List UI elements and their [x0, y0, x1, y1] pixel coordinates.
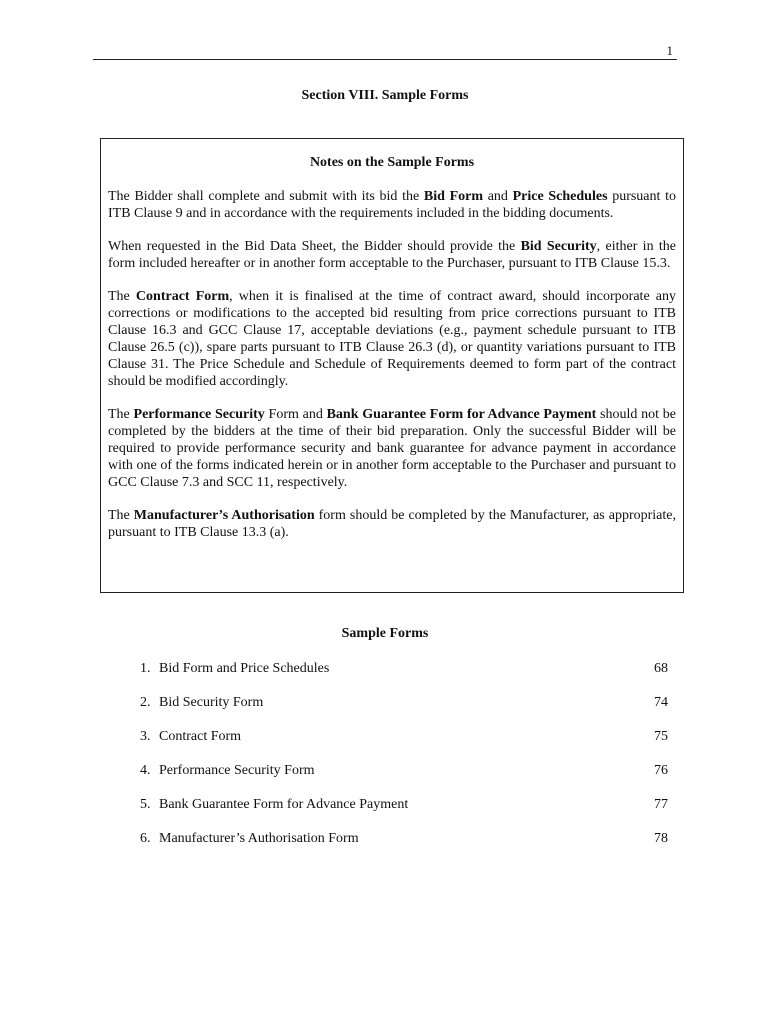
sample-form-item — [140, 796, 668, 830]
sample-form-number: 3. — [140, 729, 151, 744]
notes-paragraph — [108, 188, 676, 222]
notes-text: and — [483, 189, 513, 204]
sample-form-label: Manufacturer’s Authorisation Form — [159, 831, 359, 846]
sample-form-label: Bid Security Form — [159, 695, 264, 710]
sample-form-label: Bank Guarantee Form for Advance Payment — [159, 797, 409, 812]
header-rule — [93, 59, 677, 60]
sample-form-item — [140, 660, 668, 694]
notes-bold-term: Bid Security — [520, 239, 597, 254]
notes-text: The — [108, 508, 134, 523]
sample-form-number: 2. — [140, 695, 151, 710]
sample-form-label: Performance Security Form — [159, 763, 315, 778]
notes-bold-term: Manufacturer’s Authorisation — [133, 508, 315, 523]
sample-form-item — [140, 728, 668, 762]
notes-bold-term: Contract Form — [135, 289, 230, 304]
sample-form-page: 74 — [654, 695, 668, 710]
sample-form-number: 4. — [140, 763, 151, 778]
sample-form-page: 78 — [654, 831, 668, 846]
notes-paragraph — [108, 406, 676, 491]
sample-form-entry — [140, 830, 359, 864]
notes-text: The — [108, 407, 134, 422]
sample-form-page: 77 — [654, 797, 668, 812]
notes-text: , when it is finalised at the time of contract award, should incorporate any corrections or modifications to the accepted bid resulting from price corrections pursuant to ITB Clause 16.3 and GCC Clause 17, acceptable deviations (e.g., payment schedule pursuant to ITB Clause 26.5 (c)), spare parts pursuant to ITB Clause 26.3 (d), or quantity variations pursuant to ITB Clause 31. The Price Schedule and Schedule of Requirements deemed to form part of the contract should be modified accordingly. — [108, 289, 677, 389]
notes-text: The — [108, 289, 136, 304]
sample-form-item — [140, 830, 668, 864]
sample-form-page: 75 — [654, 729, 668, 744]
sample-form-entry — [140, 728, 241, 762]
sample-form-entry — [140, 660, 329, 694]
notes-text: form should be completed by the Manufacturer, as appropriate, pursuant to ITB Clause 13.3 (a). — [108, 508, 676, 540]
notes-paragraph — [108, 507, 676, 541]
sample-forms-title: Sample Forms — [341, 626, 429, 641]
sample-form-number: 1. — [140, 661, 151, 676]
notes-title: Notes on the Sample Forms — [309, 155, 475, 170]
page-number: 1 — [666, 43, 673, 58]
sample-forms-list — [140, 660, 668, 864]
sample-form-item — [140, 694, 668, 728]
sample-form-page: 68 — [654, 661, 668, 676]
sample-form-number: 6. — [140, 831, 151, 846]
sample-form-label: Bid Form and Price Schedules — [159, 661, 330, 676]
notes-text: The Bidder shall complete and submit with its bid the — [108, 189, 424, 204]
notes-text: When requested in the Bid Data Sheet, the Bidder should provide the — [108, 239, 521, 254]
sample-form-entry — [140, 762, 315, 796]
notes-bold-term: Performance Security — [133, 407, 265, 422]
sample-form-number: 5. — [140, 797, 151, 812]
notes-text: should not be completed by the bidders at the time of their bid preparation. Only the successful Bidder will be required to provide performance security and bank guarantee for advance payment in accordance with one of the forms indicated herein or in another form acceptable to the Purchaser and pursuant to GCC Clause 7.3 and SCC 11, respectively. — [108, 407, 676, 490]
notes-bold-term: Bid Form — [423, 189, 484, 204]
notes-paragraph — [108, 288, 676, 390]
notes-box — [100, 138, 684, 593]
notes-text: pursuant to ITB Clause 9 and in accordance with the requirements included in the bidding documents. — [108, 189, 676, 221]
notes-text: , either in the form included hereafter or in another form acceptable to the Purchaser, pursuant to ITB Clause 15.3. — [108, 239, 676, 271]
sample-form-item — [140, 762, 668, 796]
notes-text: Form and — [264, 407, 327, 422]
notes-bold-term: Price Schedules — [512, 189, 608, 204]
notes-bold-term: Bank Guarantee Form for Advance Payment — [326, 407, 597, 422]
sample-form-entry — [140, 694, 263, 728]
sample-form-entry — [140, 796, 408, 830]
notes-paragraph — [108, 238, 676, 272]
sample-form-page: 76 — [654, 763, 668, 778]
section-title: Section VIII. Sample Forms — [301, 88, 469, 103]
sample-form-label: Contract Form — [159, 729, 242, 744]
